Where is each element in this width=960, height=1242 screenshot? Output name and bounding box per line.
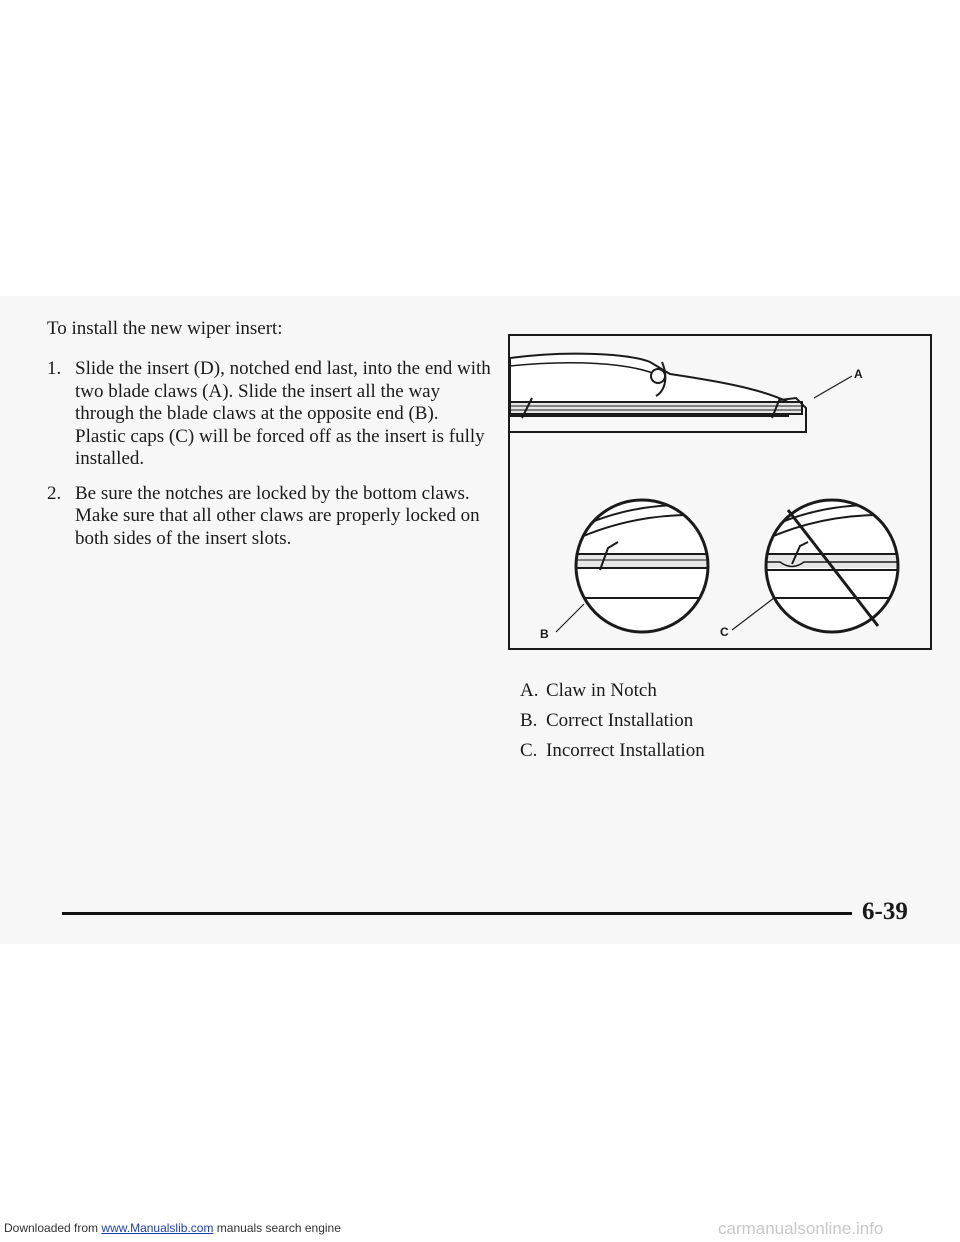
footer-suffix: manuals search engine [216,1221,341,1235]
incorrect-installation-magnifier [732,496,910,646]
step-text: Be sure the notches are locked by the bottom claws. Make sure that all other claws are properly locked on both sides of the insert slots. [75,482,480,549]
footer-prefix: Downloaded from [4,1221,99,1235]
caption-letter: B. [520,710,538,731]
manualslib-link[interactable]: www.Manualslib.com [101,1221,214,1235]
step-number: 1. [47,358,62,379]
page-number: 6-39 [862,898,908,925]
step-text: Slide the insert (D), notched end last, into the end with two blade claws (A). Slide the insert all the way through the blade claws at the opposite end (B). Plastic caps (C) will be forced off as the insert is fully installed. [75,358,491,469]
wiper-diagram-svg [510,336,930,648]
caption-text: Incorrect Installation [546,740,705,761]
step-number: 2. [47,482,62,504]
caption-letter: A. [520,680,539,701]
step-item [47,483,492,551]
label-c: C [720,625,729,639]
watermark: carmanualsonline.info [718,1219,884,1238]
caption-item [520,740,705,770]
caption-item [520,710,705,740]
intro-text: To install the new wiper insert: [47,318,283,339]
figure-captions [520,680,705,770]
wiper-blade-closeup [510,354,852,432]
download-footer [4,1221,341,1235]
label-b: B [540,627,549,641]
caption-text: Claw in Notch [546,680,657,701]
caption-letter: C. [520,740,538,761]
caption-item [520,680,705,710]
page-rule [62,912,852,915]
wiper-insert-illustration [508,334,932,650]
step-item [47,358,492,471]
instruction-steps [47,358,492,562]
label-a: A [854,367,863,381]
correct-installation-magnifier [556,496,720,646]
caption-text: Correct Installation [546,710,694,731]
